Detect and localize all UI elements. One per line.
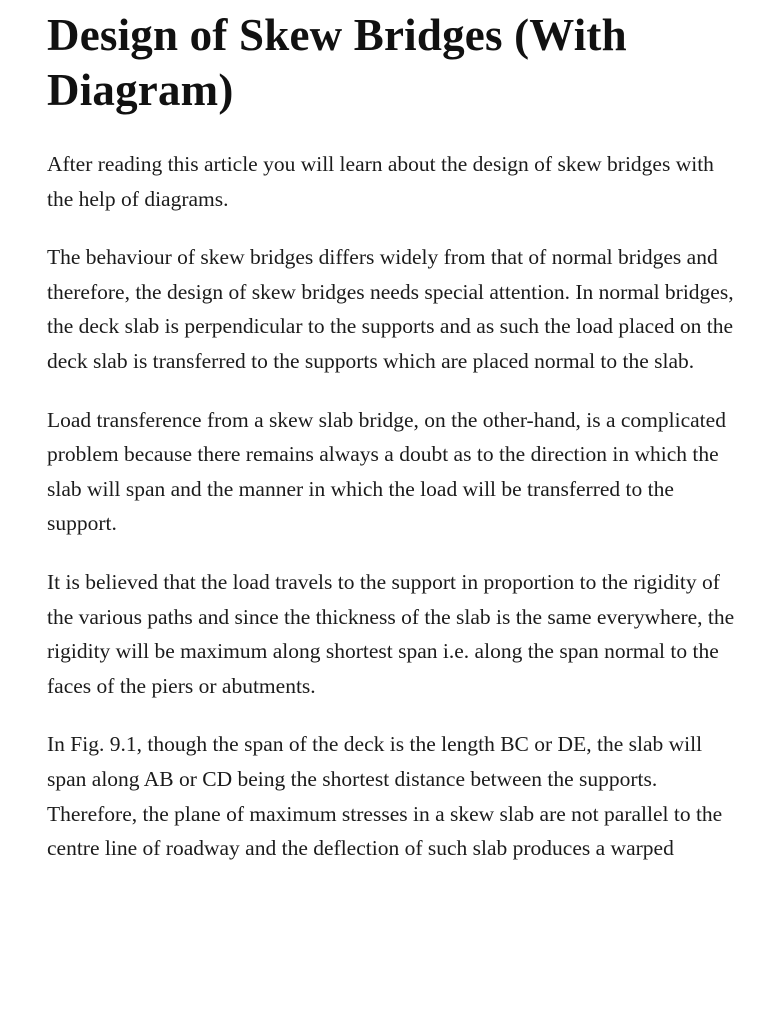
article-paragraph: Load transference from a skew slab bridge, on the other-hand, is a complicated problem because there remains always a doubt as to the direction in which the slab will span and the manner in which the load will be transferred to the support. [47,407,726,536]
article-title: Design of Skew Bridges (With Diagram) [47,10,627,115]
article-paragraph: It is believed that the load travels to the support in proportion to the rigidity of the various paths and since the thickness of the slab is the same everywhere, the rigidity will be maximum along shortest span i.e. along the span normal to the faces of the piers or abutments. [47,569,735,698]
article-paragraph: The behaviour of skew bridges differs widely from that of normal bridges and therefore, the design of skew bridges needs special attention. In normal bridges, the deck slab is perpendicular to the supports and as such the load placed on the deck slab is transferred to the supports which are placed normal to the slab. [47,245,734,373]
article-body [47,147,740,866]
article-paragraph: In Fig. 9.1, though the span of the deck is the length BC or DE, the slab will span along AB or CD being the shortest distance between the supports. Therefore, the plane of maximum stresses in a skew slab are not parallel to the centre line of roadway and the deflection of such slab produces a warped [47,732,723,861]
article-paragraph: After reading this article you will learn about the design of skew bridges with the help of diagrams. [47,152,714,211]
